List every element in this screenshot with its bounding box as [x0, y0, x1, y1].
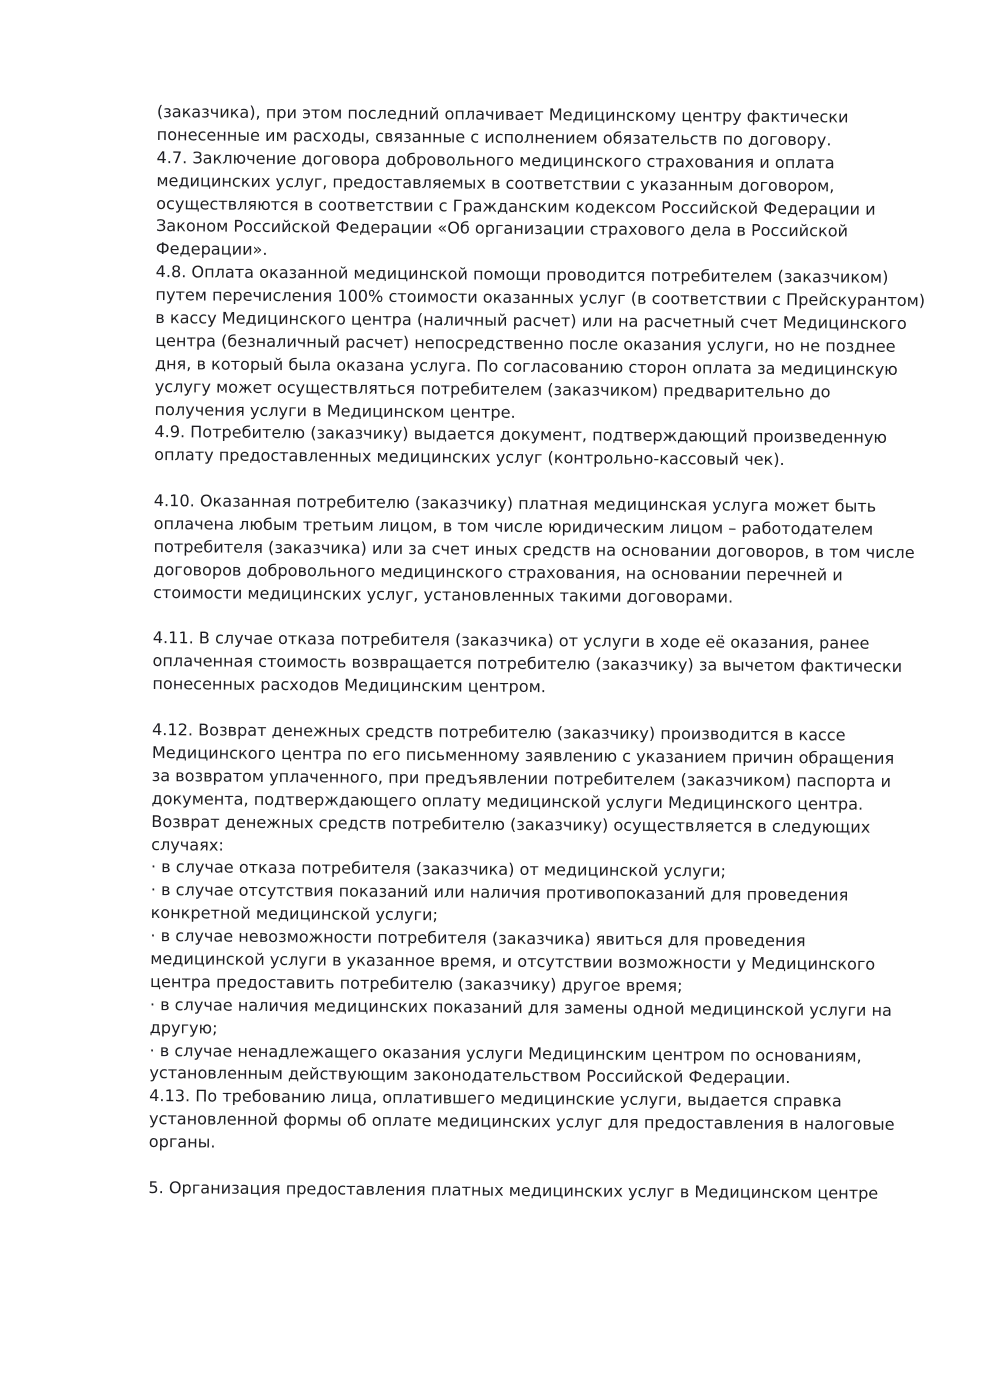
text-line: стоимости медицинских услуг, установленных такими договорами. — [153, 582, 734, 607]
paragraph-4-8 — [154, 261, 945, 427]
text-line: понесенных расходов Медицинским центром. — [152, 674, 546, 697]
text-line: 4.13. По требованию лица, оплатившего медицинские услуги, выдается справка — [149, 1086, 842, 1111]
bullet-line: · в случае ненадлежащего оказания услуги Медицинским центром по основаниям, — [149, 1040, 939, 1069]
text-line: 4.11. В случае отказа потребителя (заказчика) от услуги в ходе её оказания, ранее — [152, 628, 870, 654]
bullet-line: · в случае отказа потребителя (заказчика) от медицинской услуги; — [151, 856, 941, 885]
bullet-item — [151, 879, 941, 931]
bullet-line: · в случае наличия медицинских показаний для замены одной медицинской услуги на — [150, 994, 940, 1023]
text-line: потребителя (заказчика) или за счет иных средств на основании договоров, в том числе — [153, 536, 915, 562]
text-line: 4.9. Потребителю (заказчику) выдается документ, подтверждающий произведенную — [154, 422, 888, 448]
text-line: документа, подтверждающего оплату медицинской услуги Медицинского центра. — [151, 788, 864, 814]
text-line: получения услуги в Медицинском центре. — [154, 399, 516, 422]
text-line: центра (безналичный расчет) непосредственно после оказания услуги, но не позднее — [155, 330, 896, 356]
text-line: (заказчика), при этом последний оплачивает Медицинскому центру фактически — [156, 102, 849, 127]
paragraph-4-11 — [152, 628, 943, 703]
bullet-item — [149, 1040, 939, 1092]
text-line: 4.8. Оплата оказанной медицинской помощи проводится потребителем (заказчиком) — [155, 262, 889, 288]
bullet-item — [150, 994, 940, 1046]
text-line: установленной формы об оплате медицинских услуг для предоставления в налоговые — [148, 1109, 895, 1135]
paragraph-4-12 — [151, 719, 942, 863]
text-line: путем перечисления 100% стоимости оказанных услуг (в соответствии с Прейскурантом) — [155, 285, 926, 311]
text-line: другую; — [149, 1017, 218, 1038]
paragraph-4-10 — [153, 490, 944, 611]
text-line: дня, в который была оказана услуга. По согласованию сторон оплата за медицинскую — [154, 353, 898, 379]
text-line: 4.10. Оказанная потребителю (заказчику) платная медицинская услуга может быть — [153, 491, 877, 516]
text-line: Федерации». — [155, 239, 268, 260]
text-line: услугу может осуществляться потребителем (заказчиком) предварительно до — [154, 376, 831, 402]
text-line: в кассу Медицинского центра (наличный расчет) или на расчетный счет Медицинского — [155, 308, 907, 333]
text-line: 4.12. Возврат денежных средств потребителю (заказчику) производится в кассе — [151, 720, 846, 745]
paragraph-4-7 — [156, 147, 947, 268]
text-line: Законом Российской Федерации «Об организации страхового дела в Российской — [155, 216, 849, 241]
text-line: установленным действующим законодательством Российской Федерации. — [149, 1063, 791, 1088]
text-line: оплату предоставленных медицинских услуг (контрольно-кассовый чек). — [154, 445, 785, 470]
paragraph-4-9 — [154, 422, 944, 474]
text-line: оплаченная стоимость возвращается потребителю (заказчику) за вычетом фактически — [152, 651, 903, 677]
bullet-list — [149, 856, 941, 1091]
text-line: оплачена любым третьим лицом, в том числе юридическим лицом – работодателем — [153, 514, 874, 539]
paragraph-4-13 — [149, 1085, 940, 1160]
text-line: центра предоставить потребителю (заказчику) другое время; — [150, 971, 683, 996]
text-line: медицинских услуг, предоставляемых в соответствии с указанным договором, — [156, 170, 835, 196]
text-line: за возвратом уплаченного, при предъявлении потребителем (заказчиком) паспорта и — [151, 765, 892, 791]
bullet-line: · в случае невозможности потребителя (заказчика) явиться для проведения — [150, 925, 940, 954]
text-line: случаях: — [151, 834, 224, 855]
text-line: медицинской услуги в указанное время, и отсутствии возможности у Медицинского — [150, 948, 876, 974]
bullet-item — [150, 925, 941, 1000]
text-line: 4.7. Заключение договора добровольного медицинского страхования и оплата — [156, 147, 835, 173]
text-line: Медицинского центра по его письменному заявлению с указанием причин обращения — [151, 742, 895, 768]
bullet-line: · в случае отсутствия показаний или наличия противопоказаний для проведения — [151, 879, 941, 908]
text-line: конкретной медицинской услуги; — [150, 903, 439, 925]
text-line: договоров добровольного медицинского страхования, на основании перечней и — [153, 559, 843, 585]
text-line: осуществляются в соответствии с Гражданским кодексом Российской Федерации и — [156, 193, 876, 219]
paragraph-continuation — [157, 101, 947, 153]
text-line: органы. — [148, 1132, 216, 1152]
document-text — [148, 101, 947, 1206]
text-line: Возврат денежных средств потребителю (заказчику) осуществляется в следующих — [151, 811, 871, 837]
text-line: понесенные им расходы, связанные с исполнением обязательств по договору. — [156, 124, 832, 150]
section-heading: 5. Организация предоставления платных медицинских услуг в Медицинском центре — [148, 1177, 879, 1203]
section-5-heading — [148, 1177, 938, 1206]
